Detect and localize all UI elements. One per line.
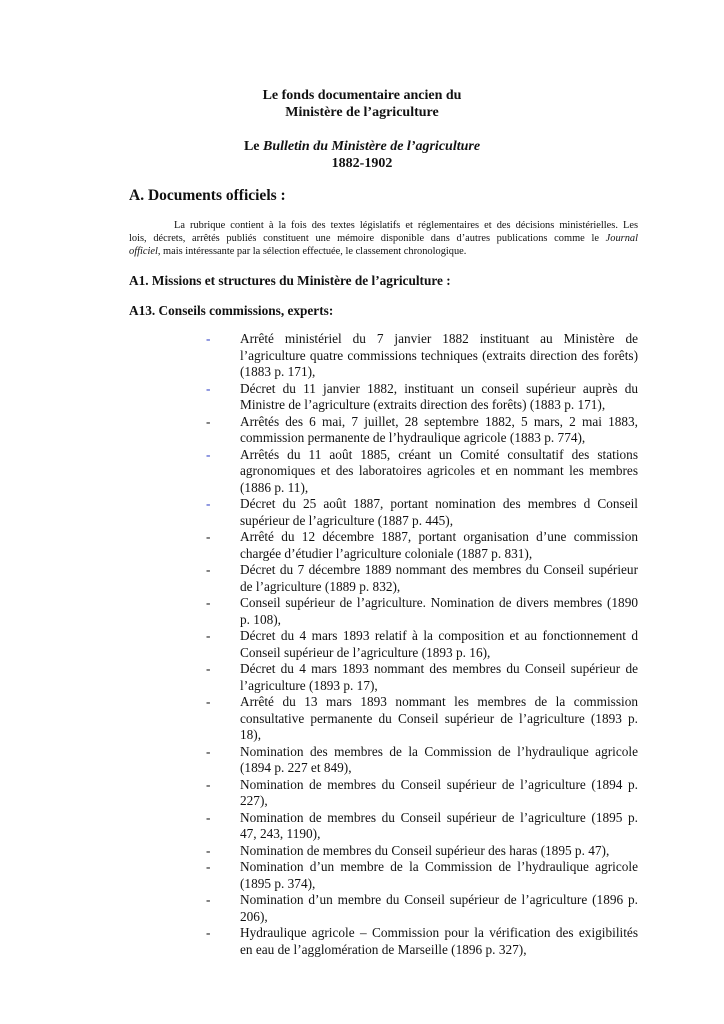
intro-line-3-text: , mais intéressante par la sélection effectuée, le classement chronologique. <box>157 245 467 257</box>
intro-officiel-italic: officiel <box>129 245 158 257</box>
list-dash: - <box>206 595 211 610</box>
entry-line: Conseil supérieur de l’agriculture. Nomination de divers membres (1890 <box>240 595 638 610</box>
list-dash: - <box>206 925 211 940</box>
entry-line: Nomination de membres du Conseil supérieur des haras (1895 p. 47), <box>240 842 610 858</box>
entry-text <box>240 810 638 843</box>
section-a13-heading: A13. Conseils commissions, experts: <box>129 303 334 318</box>
intro-line-3 <box>129 246 638 259</box>
intro-journal-italic: Journal <box>605 232 638 244</box>
entry-line: chargée d’étudier l’agriculture coloniale (1887 p. 831), <box>240 545 533 561</box>
bulletin-title <box>0 138 724 155</box>
entry-line: Arrêtés des 6 mai, 7 juillet, 28 septembre 1882, 5 mars, 2 mai 1883, <box>240 413 638 429</box>
entry-text <box>240 381 638 414</box>
entry-line: Décret du 4 mars 1893 nommant des membres du Conseil supérieur de <box>240 661 638 676</box>
entry-text <box>240 447 638 497</box>
entry-line: l’agriculture (1893 p. 17), <box>240 677 378 693</box>
entry-line: 47, 243, 1190), <box>240 826 321 841</box>
list-dash: - <box>206 842 211 858</box>
entry-text <box>240 562 638 595</box>
entry-text <box>240 529 638 562</box>
list-dash: - <box>206 661 211 676</box>
document-title-line-2: Ministère de l’agriculture <box>285 105 439 120</box>
entry-line: Nomination de membres du Conseil supérieur de l’agriculture (1894 p. <box>240 776 638 792</box>
list-dash: - <box>206 446 211 462</box>
entry-line: Décret du 7 décembre 1889 nommant des membres du Conseil supérieur <box>240 562 638 577</box>
list-dash: - <box>206 529 211 544</box>
entry-line: Nomination d’un membre de la Commission de l’hydraulique agricole <box>240 859 638 874</box>
entry-text <box>240 661 638 694</box>
entry-line: (1894 p. 227 et 849), <box>240 760 352 775</box>
entry-line: agronomiques et des laboratoires agricoles et en nommant les membres <box>240 463 638 478</box>
entry-line: (1883 p. 171), <box>240 364 316 379</box>
entry-line: Conseil supérieur de l’agriculture (1893 p. 16), <box>240 644 491 660</box>
entry-line: Décret du 4 mars 1893 relatif à la composition et au fonctionnement d <box>240 628 638 643</box>
list-dash: - <box>206 694 211 709</box>
section-a1-heading: A1. Missions et structures du Ministère de l’agriculture : <box>129 273 451 288</box>
bulletin-title-prefix: Le <box>243 139 264 154</box>
entry-line: (1895 p. 374), <box>240 875 316 891</box>
entry-text <box>240 892 638 925</box>
entry-text <box>240 414 638 447</box>
entry-text <box>240 777 638 810</box>
entry-text <box>240 843 638 860</box>
entry-line: p. 108), <box>240 611 281 627</box>
entry-line: 18), <box>240 727 262 742</box>
intro-line-2-text: lois, décrets, arrêtés publiés constituent une mémoire disponible dans d’autres publications comme le <box>129 232 606 244</box>
list-dash: - <box>206 859 211 874</box>
entry-line: Nomination de membres du Conseil supérieur de l’agriculture (1895 p. <box>240 809 638 825</box>
list-dash: - <box>206 809 211 825</box>
entry-text <box>240 331 638 381</box>
list-dash: - <box>206 628 211 643</box>
list-dash: - <box>206 413 211 429</box>
entry-line: Nomination des membres de la Commission de l’hydraulique agricole <box>240 743 638 759</box>
entry-line: Décret du 11 janvier 1882, instituant un conseil supérieur auprès du <box>240 380 638 396</box>
entry-line: supérieur de l’agriculture (1887 p. 445), <box>240 512 454 528</box>
entry-line: 206), <box>240 908 268 924</box>
entry-line: (1886 p. 11), <box>240 479 309 495</box>
entry-line: Hydraulique agricole – Commission pour la vérification des exigibilités <box>240 925 638 940</box>
entry-line: consultative permanente du Conseil supérieur de l’agriculture (1893 p. <box>240 710 638 726</box>
entry-line: Nomination d’un membre du Conseil supérieur de l’agriculture (1896 p. <box>240 892 638 907</box>
entry-text <box>240 628 638 661</box>
list-dash: - <box>206 331 211 346</box>
entry-text <box>240 744 638 777</box>
intro-line-2 <box>129 233 638 246</box>
entry-text <box>240 496 638 529</box>
entry-line: Décret du 25 août 1887, portant nomination des membres d Conseil <box>240 496 638 511</box>
entry-text <box>240 694 638 744</box>
intro-line-1: La rubrique contient à la fois des textes législatifs et réglementaires et des décisions ministérielles. Les <box>174 220 638 231</box>
entry-line: de l’agriculture (1889 p. 832), <box>240 578 401 594</box>
entry-line: Arrêté du 12 décembre 1887, portant organisation d’une commission <box>240 529 638 544</box>
entry-line: l’agriculture quatre commissions techniques (extraits direction des forêts) <box>240 347 638 363</box>
entry-line: 227), <box>240 793 268 808</box>
bulletin-title-italic: Bulletin du Ministère de l’agriculture <box>263 139 481 154</box>
bulletin-years: 1882-1902 <box>331 156 393 171</box>
entry-line: Arrêtés du 11 août 1885, créant un Comité consultatif des stations <box>240 446 638 462</box>
entry-line: Ministre de l’agriculture (extraits direction des forêts) (1883 p. 171), <box>240 397 606 412</box>
entry-text <box>240 925 638 958</box>
document-title-line-1: Le fonds documentaire ancien du <box>262 88 462 103</box>
section-a-heading: A. Documents officiels : <box>129 187 286 204</box>
list-dash: - <box>206 562 211 577</box>
list-dash: - <box>206 776 211 792</box>
entry-text <box>240 859 638 892</box>
list-dash: - <box>206 380 211 396</box>
entry-line: Arrêté ministériel du 7 janvier 1882 instituant au Ministère de <box>240 331 638 346</box>
section-a-intro <box>129 220 638 258</box>
entry-line: Arrêté du 13 mars 1893 nommant les membres de la commission <box>240 694 638 709</box>
entry-line: en eau de l’agglomération de Marseille (1896 p. 327), <box>240 941 527 957</box>
list-dash: - <box>206 892 211 907</box>
list-dash: - <box>206 496 211 511</box>
list-dash: - <box>206 743 211 759</box>
entry-text <box>240 595 638 628</box>
entry-line: commission permanente de l’hydraulique agricole (1883 p. 774), <box>240 430 586 445</box>
